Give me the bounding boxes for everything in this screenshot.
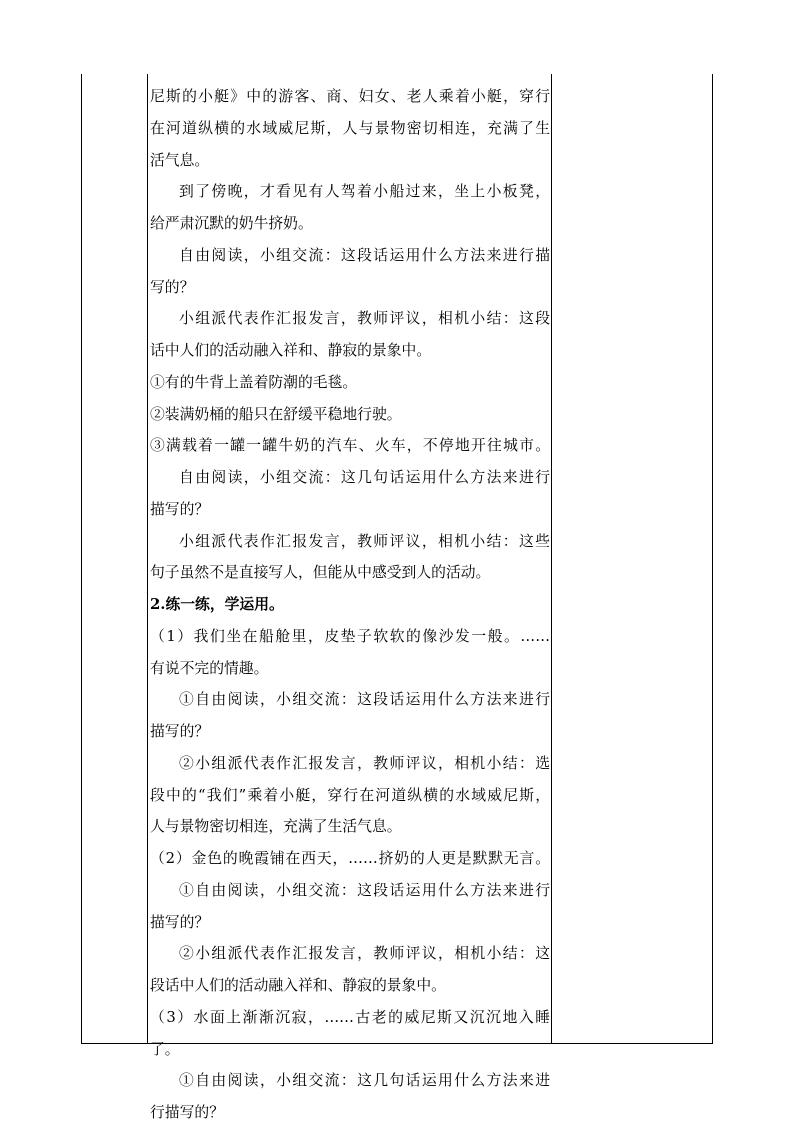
text-line: 给严肃沉默的奶牛挤奶。 xyxy=(150,215,313,232)
text-line: 段中的“我们”乘着小艇，穿行在河道纵横的水域威尼斯， xyxy=(150,786,550,804)
section-heading: 2.练一练，学运用。 xyxy=(150,596,284,613)
text-line: ①自由阅读，小组交流：这几句话运用什么方法来进 xyxy=(179,1072,550,1090)
text-line: 自由阅读，小组交流：这段话运用什么方法来进行描 xyxy=(179,246,550,264)
text-line: ①有的牛背上盖着防潮的毛毯。 xyxy=(150,373,358,391)
text-line: （3）水面上渐渐沉寂，……古老的威尼斯又沉沉地入睡 xyxy=(150,1008,550,1026)
text-line: 行描写的？ xyxy=(150,1104,224,1121)
table-content-column xyxy=(148,74,552,1121)
text-line: 段话中人们的活动融入祥和、静寂的景象中。 xyxy=(150,977,446,994)
text-line: 有说不完的情趣。 xyxy=(150,659,269,677)
text-line: 在河道纵横的水域威尼斯，人与景物密切相连，充满了生 xyxy=(150,119,550,137)
text-line: 话中人们的活动融入祥和、静寂的景象中。 xyxy=(150,342,432,359)
text-line: （2）金色的晚霞铺在西天，……挤奶的人更是默默无言。 xyxy=(150,850,550,867)
text-line: 尼斯的小艇》中的游客、商、妇女、老人乘着小艇，穿行 xyxy=(150,88,550,105)
text-line: 句子虽然不是直接写人，但能从中感受到人的活动。 xyxy=(150,564,491,582)
text-line: 小组派代表作汇报发言，教师评议，相机小结：这些 xyxy=(179,532,550,550)
text-line: 写的？ xyxy=(150,278,195,296)
text-line: ①自由阅读，小组交流：这段话运用什么方法来进行 xyxy=(179,881,550,899)
text-line: 描写的？ xyxy=(150,723,210,740)
text-line: ②装满奶桶的船只在舒缓平稳地行驶。 xyxy=(150,405,402,423)
text-line: 活气息。 xyxy=(150,151,210,169)
text-line: （1）我们坐在船舱里，皮垫子软软的像沙发一般。…… xyxy=(150,627,550,645)
text-line: 描写的？ xyxy=(150,500,210,518)
text-line: 描写的？ xyxy=(150,913,210,931)
table-left-column xyxy=(82,74,148,1043)
text-line: 小组派代表作汇报发言，教师评议，相机小结：这段 xyxy=(179,310,550,328)
text-line: ①自由阅读，小组交流：这段话运用什么方法来进行 xyxy=(179,691,550,709)
text-line: ②小组派代表作汇报发言，教师评议，相机小结：选 xyxy=(179,754,550,772)
table-right-column xyxy=(551,74,712,1043)
text-line: 了。 xyxy=(150,1040,180,1058)
text-line: ③满载着一罐一罐牛奶的汽车、火车，不停地开往城市。 xyxy=(150,437,550,455)
text-line: 人与景物密切相连，充满了生活气息。 xyxy=(150,818,402,836)
text-line: ②小组派代表作汇报发言，教师评议，相机小结：这 xyxy=(179,945,550,963)
text-line: 到了傍晚，才看见有人驾着小船过来，坐上小板凳， xyxy=(179,183,550,201)
lesson-table xyxy=(81,74,713,1121)
text-line: 自由阅读，小组交流：这几句话运用什么方法来进行 xyxy=(179,469,550,486)
